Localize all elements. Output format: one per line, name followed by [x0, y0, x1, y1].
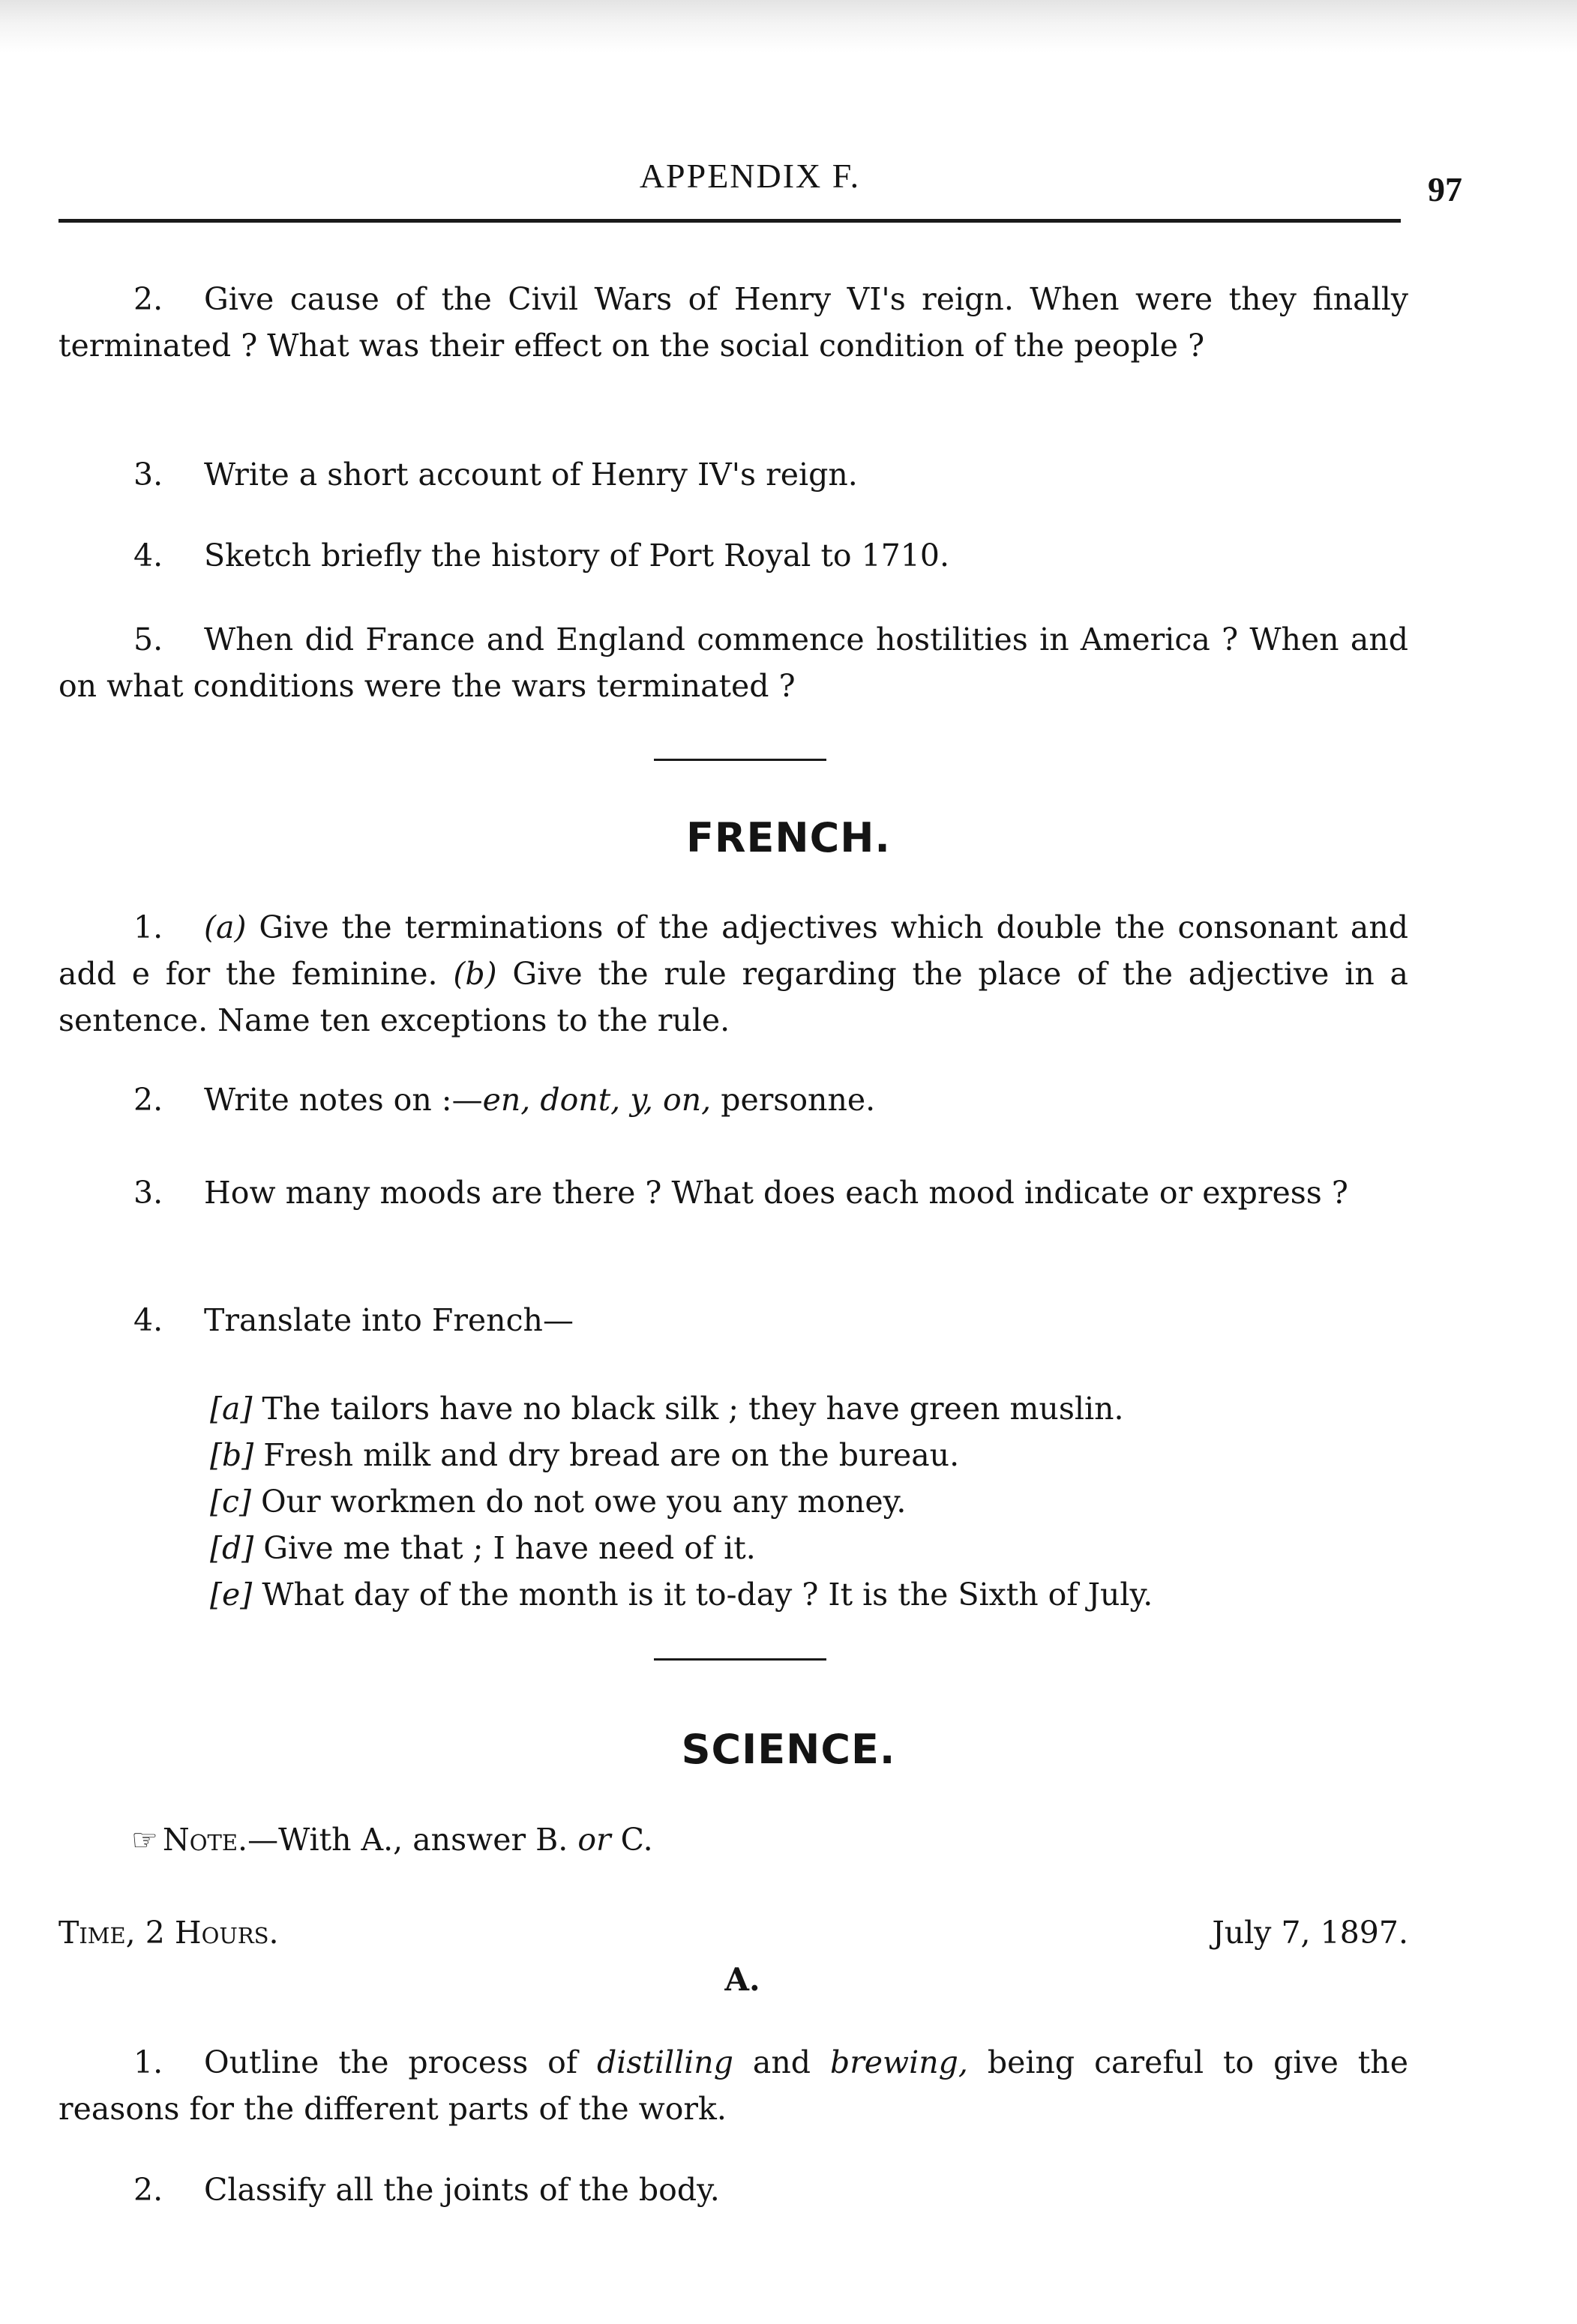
translation-item-e: [e] What day of the month is it to-day ? It is the Sixth of July.	[210, 1577, 1153, 1613]
translation-item-b: [b] Fresh milk and dry bread are on the bureau.	[210, 1437, 960, 1473]
french-question-3: 3. How many moods are there ? What does each mood indicate or express ?	[133, 1175, 1348, 1211]
science-note: ☞ Note.—With A., answer B. or C.	[131, 1822, 653, 1858]
translation-item-c: [c] Our workmen do not owe you any money.	[210, 1484, 907, 1520]
french-question-1: 1. (a) Give the terminations of the adjectives which double the consonant and add e for the feminine. (b) Give the rule regarding the place of the adjective in a sentence. Name ten exceptions to the rule.	[58, 909, 1408, 1038]
history-question-5: 5. When did France and England commence hostilities in America ? When and on what conditions were the wars terminated ?	[58, 621, 1408, 704]
header-rule	[58, 219, 1401, 223]
section-divider	[654, 1658, 826, 1661]
french-heading: FRENCH.	[686, 814, 891, 861]
translation-item-d: [d] Give me that ; I have need of it.	[210, 1530, 756, 1566]
translation-list	[210, 1385, 1380, 1618]
exam-date: July 7, 1897.	[1212, 1915, 1408, 1951]
section-divider	[654, 759, 826, 761]
history-question-2: 2. Give cause of the Civil Wars of Henry VI's reign. When were they finally terminated ? What was their effect on the social condition of the people ?	[58, 281, 1408, 364]
french-question-2: 2. Write notes on :—en, dont, y, on, personne.	[133, 1082, 876, 1118]
section-a-heading: A.	[724, 1961, 760, 1998]
translation-item-a: [a] The tailors have no black silk ; they have green muslin.	[210, 1391, 1124, 1427]
science-question-1: 1. Outline the process of distilling and brewing, being careful to give the reasons for the different parts of the work.	[58, 2044, 1408, 2127]
science-heading: SCIENCE.	[681, 1726, 896, 1773]
time-allowed: Time, 2 Hours.	[58, 1915, 279, 1951]
page-header-title: APPENDIX F.	[639, 157, 861, 195]
scan-noise	[0, 0, 1577, 52]
page-number: 97	[1428, 170, 1462, 208]
history-question-3: 3. Write a short account of Henry IV's reign.	[133, 457, 858, 493]
time-and-date	[58, 1915, 1408, 1951]
history-question-4: 4. Sketch briefly the history of Port Royal to 1710.	[133, 538, 950, 574]
science-question-2: 2. Classify all the joints of the body.	[133, 2172, 720, 2208]
pointing-hand-icon: ☞	[131, 1823, 158, 1858]
french-question-4: 4. Translate into French—	[133, 1302, 574, 1338]
